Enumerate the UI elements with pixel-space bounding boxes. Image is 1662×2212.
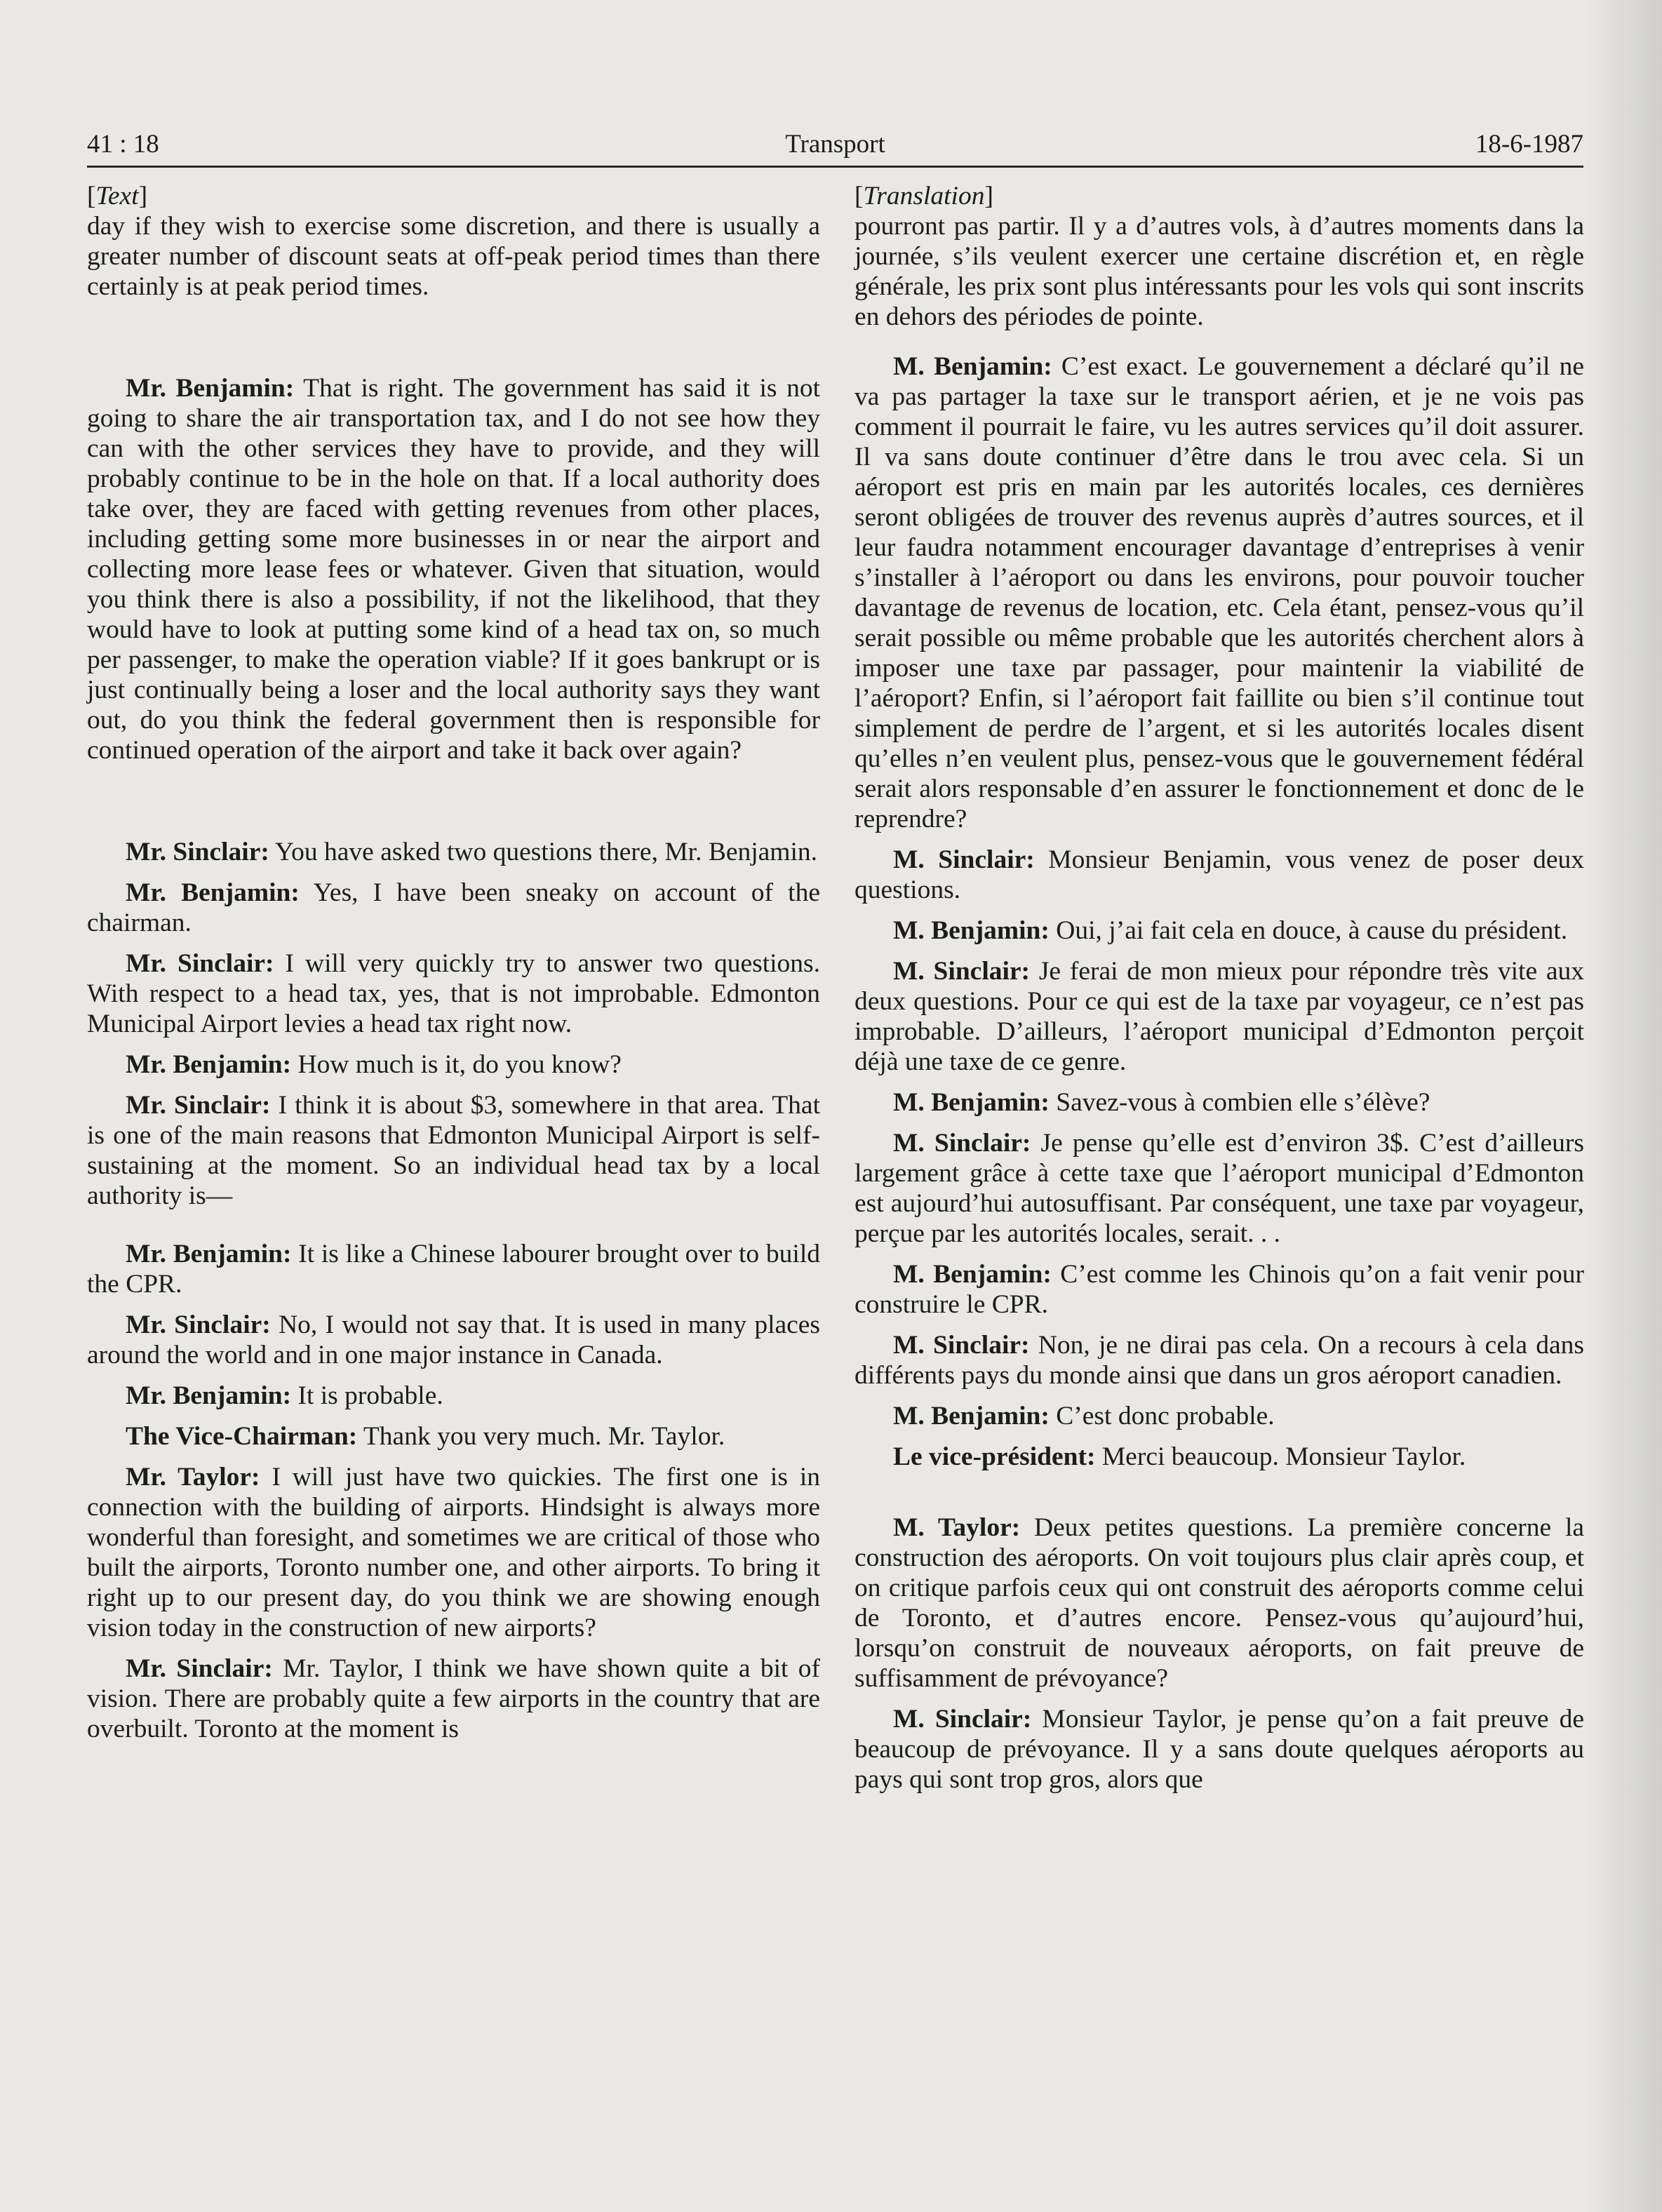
header-date: 18-6-1987 bbox=[1475, 130, 1583, 159]
speaker-name: M. Sinclair: bbox=[893, 845, 1035, 874]
speech-benjamin-1 bbox=[87, 373, 820, 765]
page-header bbox=[87, 126, 1583, 168]
speaker-name: M. Sinclair: bbox=[893, 1129, 1031, 1158]
speech-sinclair-5 bbox=[855, 1704, 1584, 1795]
speaker-name: Mr. Taylor: bbox=[126, 1463, 260, 1492]
speaker-name: M. Benjamin: bbox=[893, 1260, 1052, 1289]
speech-benjamin-4 bbox=[87, 1239, 820, 1299]
speech-benjamin-1 bbox=[855, 351, 1584, 834]
speech-sinclair-4 bbox=[855, 1330, 1584, 1390]
speech-text: It is probable. bbox=[297, 1381, 443, 1410]
speaker-name: Mr. Benjamin: bbox=[126, 1240, 292, 1268]
speaker-name: M. Sinclair: bbox=[893, 957, 1031, 986]
speech-sinclair-3 bbox=[87, 1090, 820, 1211]
speaker-name: Mr. Sinclair: bbox=[126, 838, 269, 866]
french-column bbox=[855, 181, 1584, 1805]
speech-text: You have asked two questions there, Mr. Benjamin. bbox=[274, 838, 818, 866]
speech-text: Yes, I have been sneaky on account of the chairman. bbox=[87, 878, 820, 937]
speech-sinclair-1 bbox=[855, 845, 1584, 905]
intro-paragraph: day if they wish to exercise some discretion, and there is usually a greater number of discount seats at off-peak period times than there certainly is at peak period times. bbox=[87, 212, 820, 301]
speaker-name: Mr. Benjamin: bbox=[126, 374, 295, 403]
speech-text: Mr. Taylor, I think we have shown quite a bit of vision. There are probably quite a few airports in the country that are overbuilt. Toronto at the moment is bbox=[87, 1654, 821, 1743]
speech-text: C’est exact. Le gouvernement a déclaré qu’il ne va pas partager la taxe sur le transport aérien, et je ne vois pas comment il pourrait le faire, vu les autres services qu’il doit assurer. Il va sans doute continuer d’être dans le trou avec cela. Si un aéroport est pris en main par les autorités locales, ces dernières seront obligées de trouver des revenus auprès d’autres sources, et il leur faudra notamment encourager davantage d’entreprises à venir s’installer à l’aéroport ou dans les environs, pour pouvoir toucher davantage de revenus de location, etc. Cela étant, pensez-vous qu’il serait possible ou même probable que les autorités cherchent alors à imposer une taxe par passager, pour maintenir la viabilité de l’aéroport? Enfin, si l’aéroport fait faillite ou bien s’il continue tout simplement de perdre de l’argent, et si les autorités locales disent qu’elles n’en veulent plus, pensez-vous que le gouvernement fédéral serait alors responsable d’en assurer le fonctionnement et donc de le reprendre? bbox=[855, 352, 1584, 833]
speech-vice-chairman bbox=[87, 1421, 820, 1452]
speaker-name: Mr. Sinclair: bbox=[126, 1311, 271, 1339]
speaker-name: Mr. Benjamin: bbox=[126, 878, 300, 907]
speech-sinclair-3 bbox=[855, 1128, 1584, 1249]
page-reference: 41 : 18 bbox=[87, 130, 159, 159]
speech-text: Thank you very much. Mr. Taylor. bbox=[363, 1422, 725, 1451]
speech-text: Merci beaucoup. Monsieur Taylor. bbox=[1101, 1442, 1466, 1471]
speech-text: No, I would not say that. It is used in many places around the world and in one major instance in Canada. bbox=[87, 1311, 821, 1369]
english-column bbox=[87, 181, 820, 1755]
speech-text: Deux petites questions. La première concerne la construction des aéroports. On voit toujours plus clair après coup, et on critique parfois ceux qui ont construit des aéroports comme celui de Toronto, et d’autres encore. Pensez-vous qu’aujourd’hui, lorsqu’on construit de nouveaux aéroports, on fait preuve de suffisamment de prévoyance? bbox=[855, 1513, 1585, 1693]
speech-text: Non, je ne dirai pas cela. On a recours à cela dans différents pays du monde ainsi que dans un gros aéroport canadien. bbox=[855, 1331, 1585, 1390]
speech-text: Monsieur Benjamin, vous venez de poser deux questions. bbox=[855, 845, 1585, 904]
speaker-name: Mr. Benjamin: bbox=[126, 1381, 292, 1410]
speech-text: How much is it, do you know? bbox=[297, 1050, 622, 1079]
speech-sinclair-5 bbox=[87, 1654, 820, 1744]
speaker-name: Mr. Sinclair: bbox=[126, 949, 274, 978]
speaker-name: M. Benjamin: bbox=[893, 352, 1052, 381]
speech-benjamin-3 bbox=[87, 1050, 820, 1080]
speech-text: Oui, j’ai fait cela en douce, à cause du président. bbox=[1056, 916, 1568, 945]
speech-benjamin-5 bbox=[855, 1401, 1584, 1431]
speaker-name: Mr. Benjamin: bbox=[126, 1050, 292, 1079]
speech-benjamin-3 bbox=[855, 1087, 1584, 1118]
speech-taylor bbox=[87, 1462, 820, 1643]
speech-benjamin-5 bbox=[87, 1381, 820, 1411]
speaker-name: M. Benjamin: bbox=[893, 1402, 1050, 1430]
speaker-name: M. Sinclair: bbox=[893, 1705, 1032, 1734]
speech-text: Savez-vous à combien elle s’élève? bbox=[1056, 1088, 1430, 1117]
speech-sinclair-1 bbox=[87, 837, 820, 867]
speaker-name: M. Benjamin: bbox=[893, 1088, 1050, 1117]
intro-paragraph: pourront pas partir. Il y a d’autres vols, à d’autres moments dans la journée, s’ils veulent exercer une certaine discrétion et, en règle générale, les prix sont plus intéressants pour les vols qui sont inscrits en dehors des périodes de pointe. bbox=[855, 212, 1584, 331]
page-edge-shadow bbox=[1585, 0, 1662, 2212]
speech-taylor bbox=[855, 1513, 1584, 1694]
speech-text: Monsieur Taylor, je pense qu’on a fait preuve de beaucoup de prévoyance. Il y a sans doute quelques aéroports au pays qui sont trop gros, alors que bbox=[855, 1705, 1585, 1794]
speaker-name: The Vice-Chairman: bbox=[126, 1422, 358, 1451]
column-label: [Text] bbox=[87, 182, 148, 210]
speech-text: I think it is about $3, somewhere in that area. That is one of the main reasons that Edmonton Municipal Airport is self-sustaining at the moment. So an individual head tax by a local authority is— bbox=[87, 1091, 820, 1210]
speaker-name: M. Benjamin: bbox=[893, 916, 1050, 945]
speech-vice-president bbox=[855, 1442, 1584, 1472]
speech-benjamin-2 bbox=[855, 916, 1584, 946]
speaker-name: Mr. Sinclair: bbox=[126, 1091, 271, 1120]
speech-text: C’est donc probable. bbox=[1056, 1402, 1275, 1430]
speech-text: Je pense qu’elle est d’environ 3$. C’est d’ailleurs largement grâce à cette taxe que l’aéroport municipal d’Edmonton est aujourd’hui autosuffisant. Par conséquent, une taxe par voyageur, perçue par les autorités locales, serait. . . bbox=[855, 1129, 1585, 1248]
speaker-name: M. Sinclair: bbox=[893, 1331, 1030, 1360]
speech-text: I will just have two quickies. The first one is in connection with the building of airports. Hindsight is always more wonderful than foresight, and sometimes we are critical of those who built the airports, Toronto number one, and other airports. To bring it right up to our present day, do you think we are showing enough vision today in the construction of new airports? bbox=[87, 1463, 820, 1642]
speech-text: Je ferai de mon mieux pour répondre très vite aux deux questions. Pour ce qui est de la taxe par voyageur, ce n’est pas improbable. D’ailleurs, l’aéroport municipal d’Edmonton perçoit déjà une taxe de ce genre. bbox=[855, 957, 1585, 1076]
speech-sinclair-2 bbox=[855, 956, 1584, 1077]
speech-benjamin-4 bbox=[855, 1259, 1584, 1320]
speech-sinclair-4 bbox=[87, 1310, 820, 1370]
speaker-name: M. Taylor: bbox=[893, 1513, 1021, 1542]
speech-sinclair-2 bbox=[87, 949, 820, 1039]
running-title: Transport bbox=[785, 130, 885, 159]
speech-text: I will very quickly try to answer two questions. With respect to a head tax, yes, that is not improbable. Edmonton Municipal Airport levies a head tax right now. bbox=[87, 949, 821, 1038]
column-label: [Translation] bbox=[855, 182, 993, 210]
speaker-name: Le vice-président: bbox=[893, 1442, 1096, 1471]
speaker-name: Mr. Sinclair: bbox=[126, 1654, 273, 1683]
speech-benjamin-2 bbox=[87, 878, 820, 938]
speech-text: C’est comme les Chinois qu’on a fait venir pour construire le CPR. bbox=[855, 1260, 1584, 1319]
speech-text: That is right. The government has said it is not going to share the air transportation tax, and I do not see how they can with the other services they have to provide, and they will probably continue to be in the hole on that. If a local authority does take over, they are faced with getting revenues from other places, including getting some more businesses in or near the airport and collecting more lease fees or whatever. Given that situation, would you think there is also a possibility, if not the likelihood, that they would have to look at putting some kind of a head tax on, so much per passenger, to make the operation viable? If it goes bankrupt or is just continually being a loser and the local authority says they want out, do you think the federal government then is responsible for continued operation of the airport and take it back over again? bbox=[87, 374, 820, 765]
speech-text: It is like a Chinese labourer brought over to build the CPR. bbox=[87, 1240, 820, 1299]
